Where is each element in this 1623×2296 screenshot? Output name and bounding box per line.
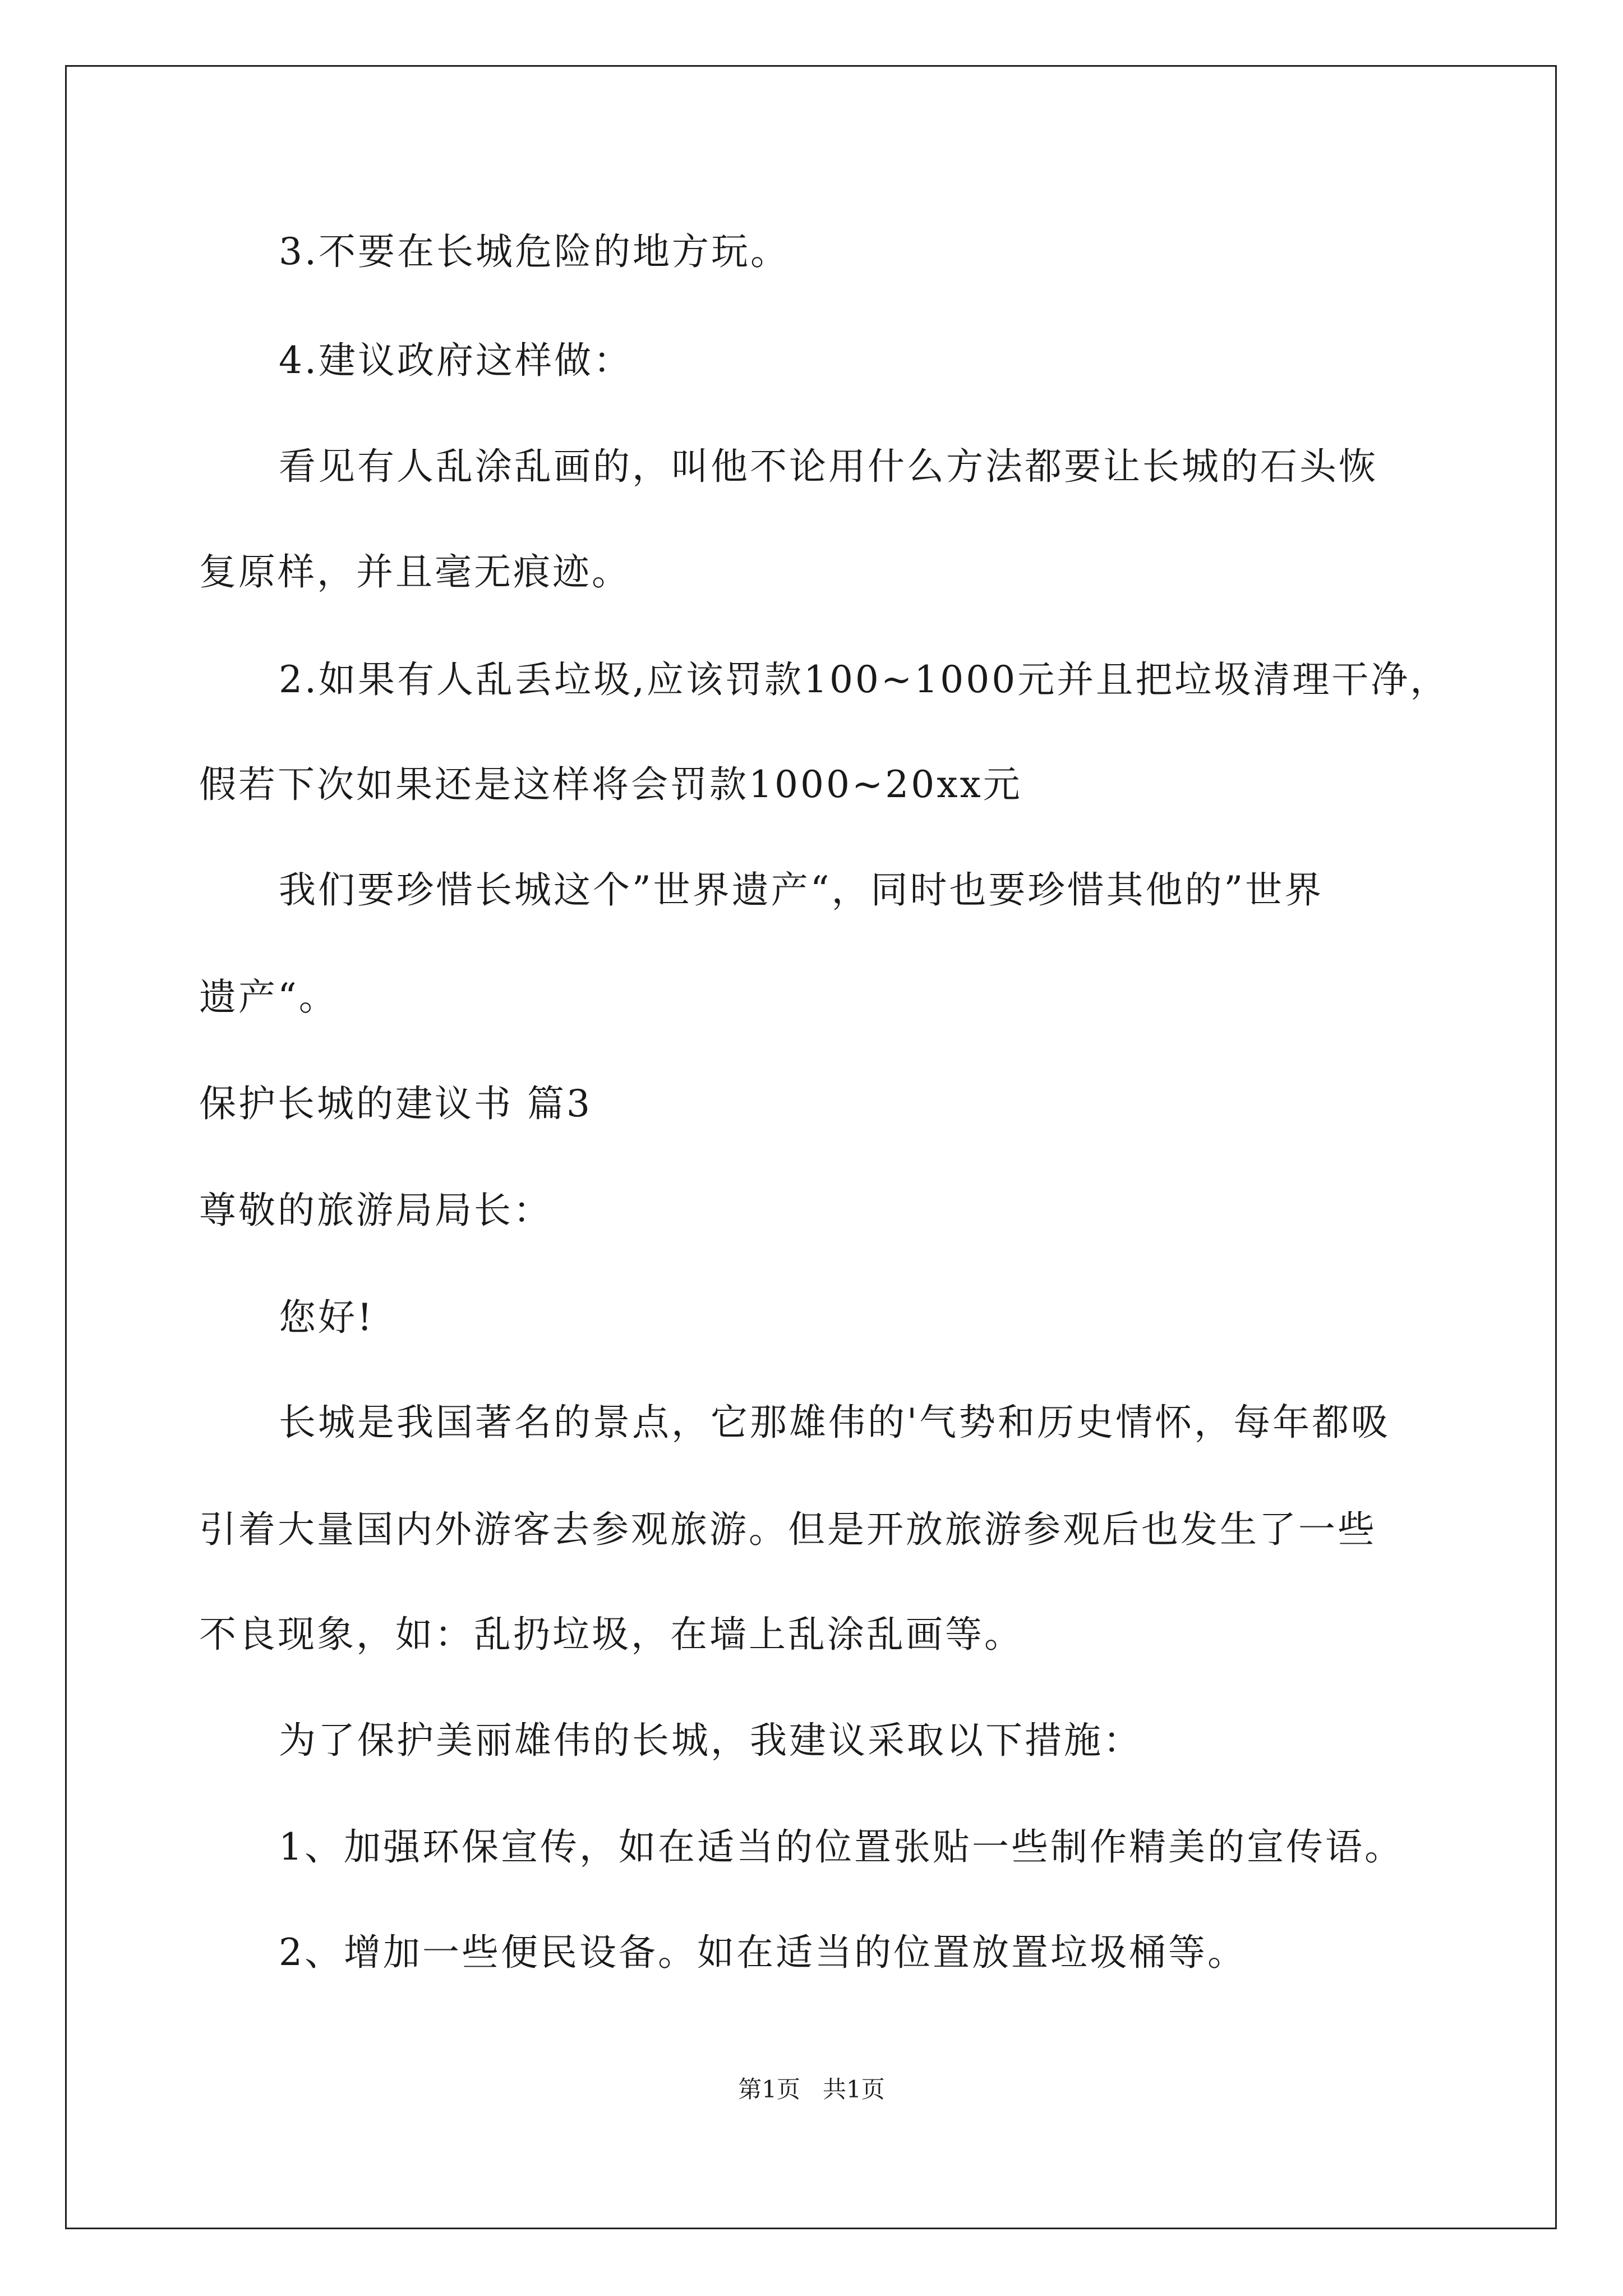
- list-item-2: 2、增加一些便民设备。如在适当的位置放置垃圾桶等。: [279, 1931, 1247, 1974]
- paragraph-line: 假若下次如果还是这样将会罚款1000~20xx元: [199, 763, 1022, 806]
- page-footer: 第1页 共1页: [738, 2076, 885, 2103]
- page-border: [65, 65, 1557, 2229]
- paragraph-line: 不良现象，如：乱扔垃圾，在墙上乱涂乱画等。: [199, 1613, 1023, 1656]
- paragraph-item-4: 4.建议政府这样做：: [279, 339, 633, 382]
- paragraph-line: 2.如果有人乱丢垃圾,应该罚款100~1000元并且把垃圾清理干净，: [279, 658, 1450, 701]
- paragraph-line: 为了保护美丽雄伟的长城，我建议采取以下措施：: [279, 1719, 1142, 1762]
- paragraph-line: 遗产“。: [199, 976, 338, 1019]
- paragraph-line: 看见有人乱涂乱画的，叫他不论用什么方法都要让长城的石头恢: [279, 445, 1378, 488]
- paragraph-item-3: 3.不要在长城危险的地方玩。: [279, 230, 790, 273]
- greeting: 您好!: [279, 1296, 375, 1339]
- section-heading: 保护长城的建议书 篇3: [199, 1082, 592, 1125]
- paragraph-line: 我们要珍惜长城这个”世界遗产“，同时也要珍惜其他的”世界: [279, 868, 1324, 912]
- paragraph-line: 复原样，并且毫无痕迹。: [199, 550, 631, 593]
- salutation: 尊敬的旅游局局长：: [199, 1189, 552, 1232]
- paragraph-line: 长城是我国著名的景点，它那雄伟的'气势和历史情怀，每年都吸: [279, 1401, 1391, 1444]
- list-item-1: 1、加强环保宣传，如在适当的位置张贴一些制作精美的宣传语。: [279, 1825, 1404, 1869]
- paragraph-line: 引着大量国内外游客去参观旅游。但是开放旅游参观后也发生了一些: [199, 1508, 1377, 1551]
